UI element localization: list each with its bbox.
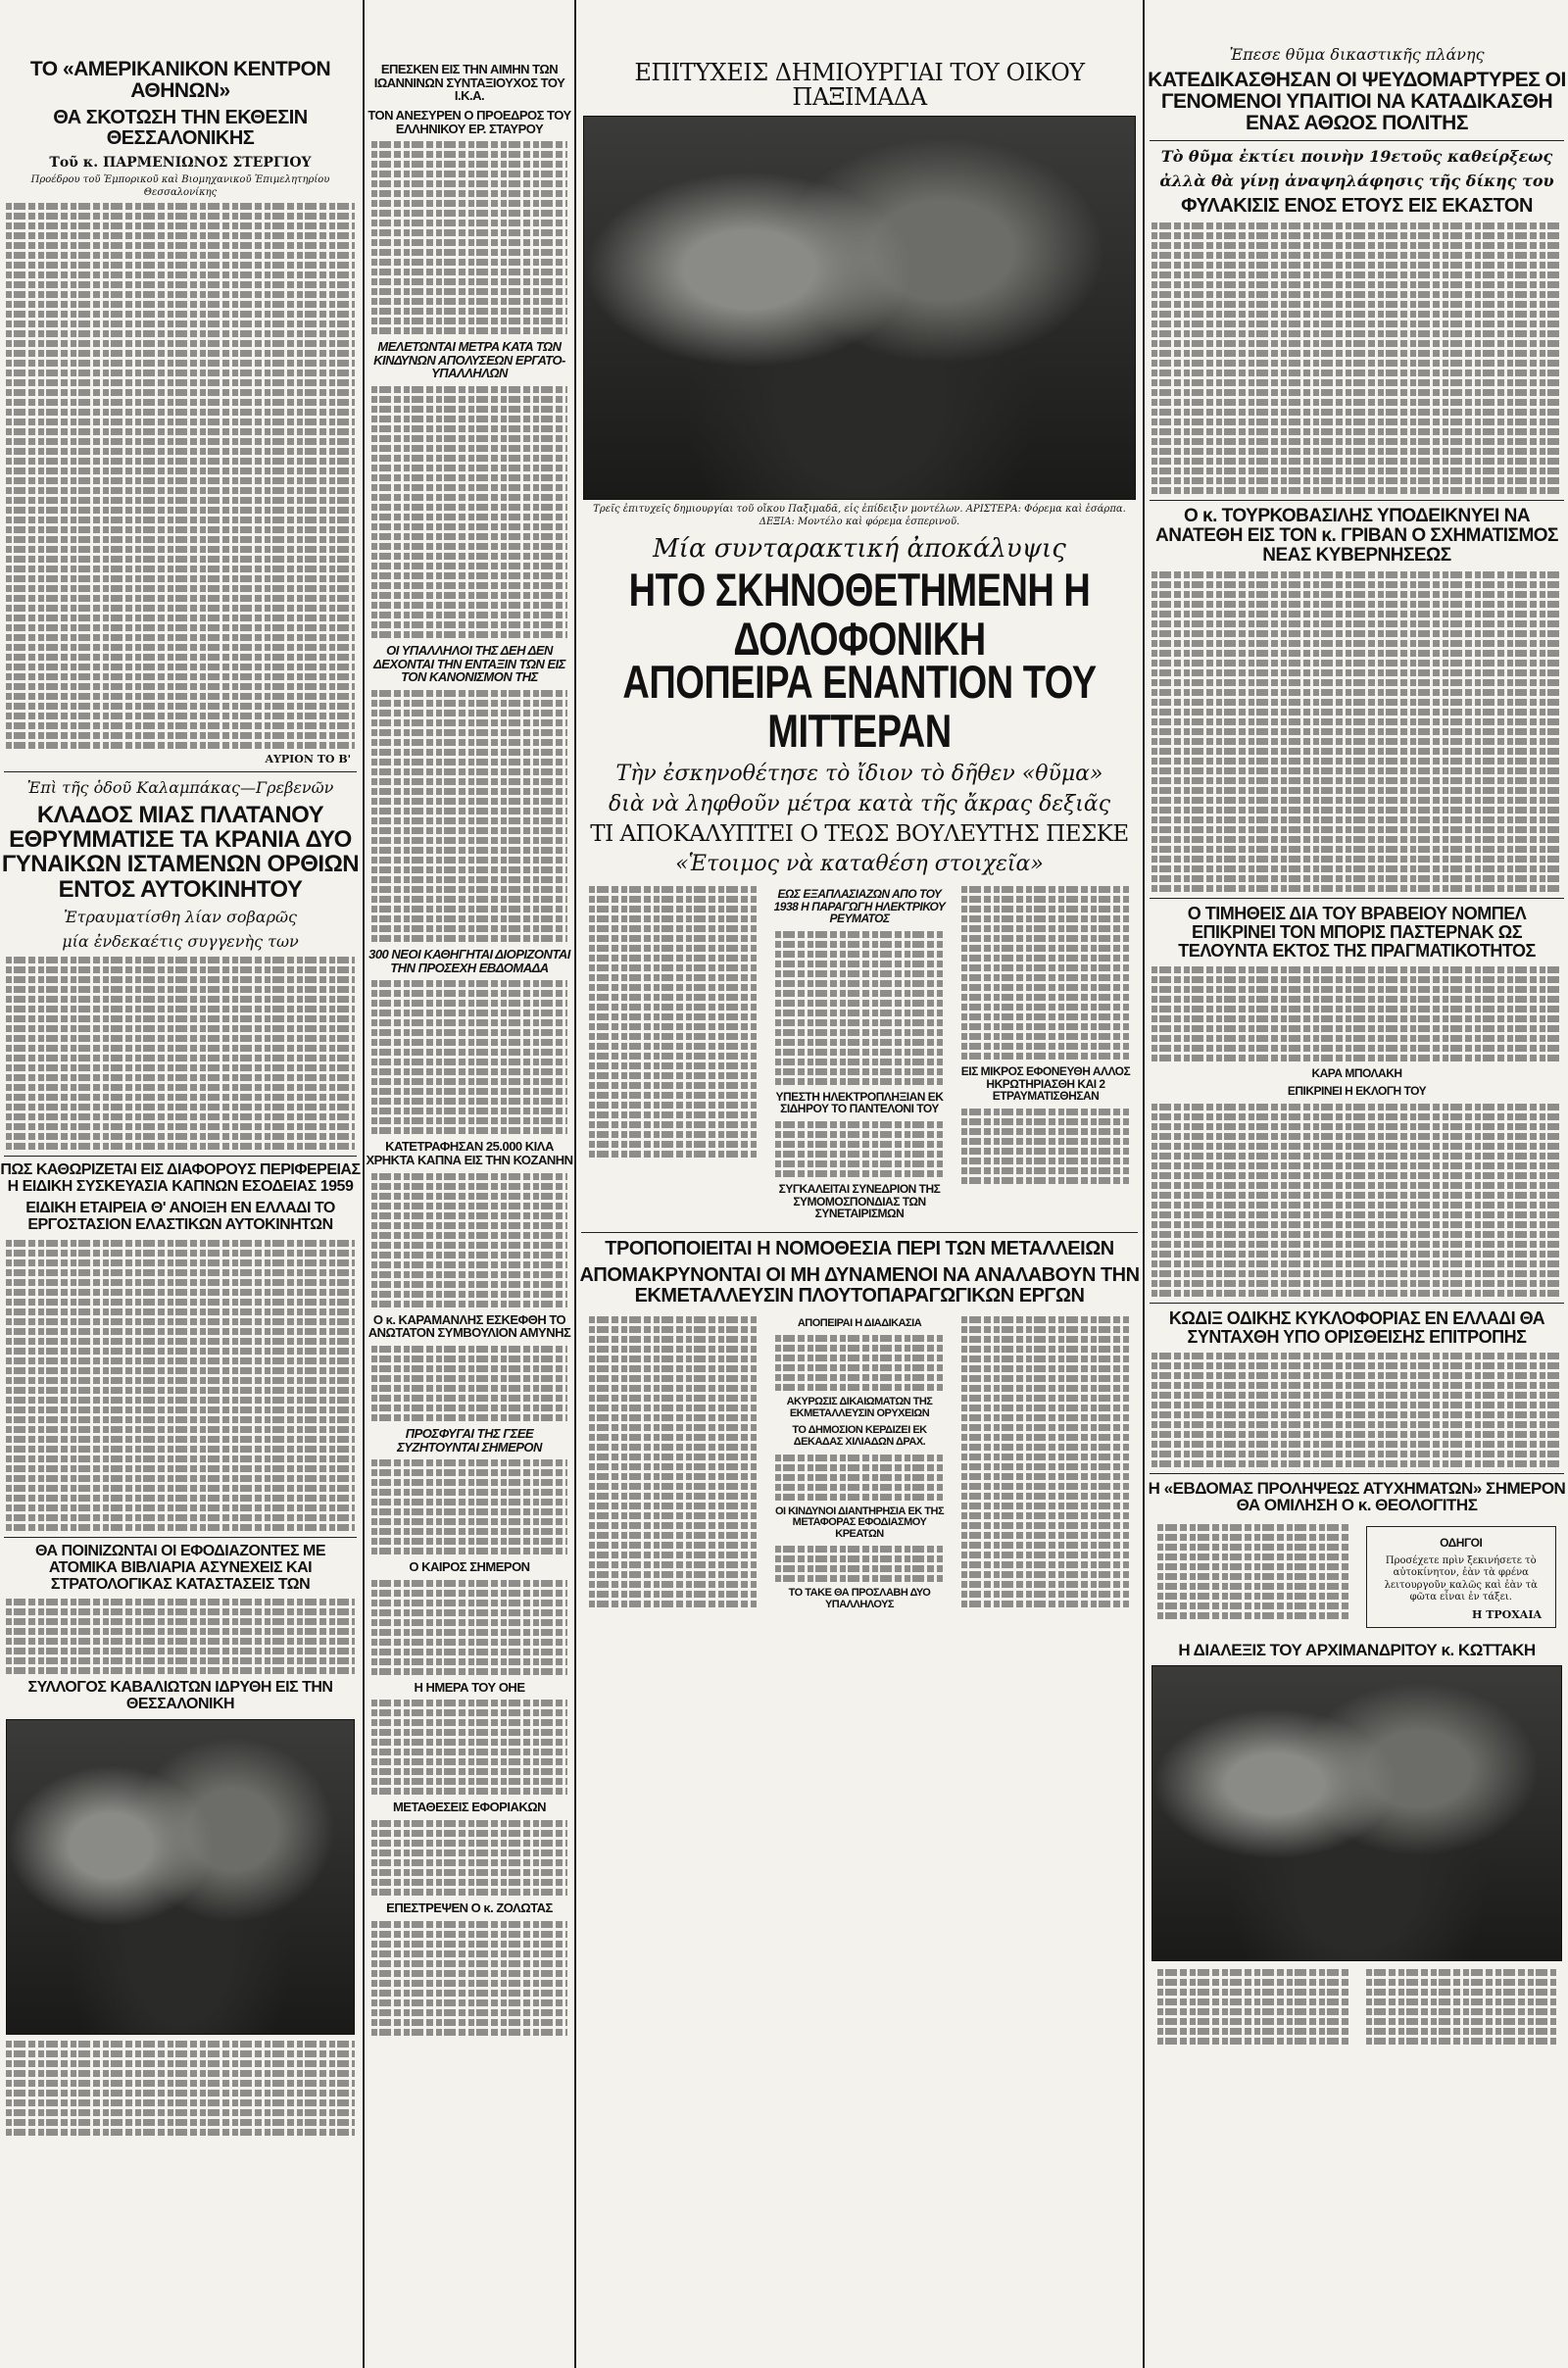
headline-gsee: ΠΡΟΣΦΥΓΑΙ ΤΗΣ ΓΣΕΕ ΣΥΖΗΤΟΥΝΤΑΙ ΣΗΜΕΡΟΝ: [397, 1425, 542, 1455]
article-text-block: [1152, 966, 1562, 1061]
divider: [4, 1156, 357, 1157]
notice-signoff: Η ΤΡΟΧΑΙΑ: [1471, 1607, 1542, 1621]
headline-zolotas: ΕΠΕΣΤΡΕΨΕΝ Ο κ. ΖΟΛΩΤΑΣ: [386, 1900, 553, 1916]
main-kicker: Μία συνταρακτική ἀποκάλυψις: [653, 534, 1066, 565]
kavala-photo: [6, 1719, 355, 2035]
article-text-block: [6, 957, 355, 1150]
headline-kottakis-lecture: Η ΔΙΑΛΕΞΙΣ ΤΟΥ ΑΡΧΙΜΑΝΔΡΙΤΟΥ κ. ΚΩΤΤΑΚΗ: [1178, 1640, 1536, 1659]
story-subcolumn: [1360, 1965, 1563, 2048]
right-kicker: Ἐπεσε θῦμα δικαστικῆς πλάνης: [1229, 45, 1485, 64]
divider: [581, 1232, 1138, 1233]
article-text-block: [6, 2041, 355, 2136]
drivers-notice-box: [1366, 1526, 1557, 1628]
deck-peske: «Ἑτοιμος νὰ καταθέση στοιχεῖα»: [675, 852, 1044, 877]
headline-american-center: ΤΟ «ΑΜΕΡΙΚΑΝΙΚΟΝ ΚΕΝΤΡΟΝ ΑΘΗΝΩΝ»: [29, 58, 331, 103]
fashion-photo: [583, 116, 1136, 500]
headline-electrocution: ΥΠΕΣΤΗ ΗΛΕΚΤΡΟΠΛΗΞΙΑΝ ΕΚ ΣΙΔΗΡΟΥ ΤΟ ΠΑΝΤΕΛΟΝΙ ΤΟΥ: [775, 1089, 944, 1116]
headline-thessaloniki-fair: ΘΑ ΣΚΟΤΩΣΗ ΤΗΝ ΕΚΘΕΣΙΝ ΘΕΣΣΑΛΟΝΙΚΗΣ: [53, 107, 308, 150]
headline-tobacco-kozani: ΚΑΤΕΤΡΑΦΗΣΑΝ 25.000 ΚΙΛΑ ΧΡΗΚΤΑ ΚΑΠΝΑ ΕΙΣ ΤΗΝ ΚΟΖΑΝΗΝ: [366, 1139, 573, 1167]
article-text-block: [371, 1459, 567, 1554]
article-text-block: [1152, 571, 1562, 892]
article-text-block: [1366, 1969, 1557, 2045]
divider: [4, 1537, 357, 1538]
story-columns: [583, 1312, 1136, 1616]
byline-subtitle: Προέδρου τοῦ Ἐμπορικοῦ καὶ Βιομηχανικοῦ Ἐπιμελητηρίου Θεσσαλονίκης: [30, 174, 330, 198]
headline-peske: ΤΙ ΑΠΟΚΑΛΥΠΤΕΙ Ο ΤΕΩΣ ΒΟΥΛΕΥΤΗΣ ΠΕΣΚΕ: [590, 820, 1129, 847]
headline-un-day: Η ΗΜΕΡΑ ΤΟΥ ΟΗΕ: [414, 1679, 525, 1695]
headline-children-accident: ΕΙΣ ΜΙΚΡΟΣ ΕΦΟΝΕΥΘΗ ΑΛΛΟΣ ΗΚΡΩΤΗΡΙΑΣΘΗ ΚΑΙ 2 ΕΤΡΑΥΜΑΤΙΣΘΗΣΑΝ: [960, 1064, 1131, 1104]
article-text-block: [961, 1109, 1130, 1184]
headline-false-witnesses: ΚΑΤΕΔΙΚΑΣΘΗΣΑΝ ΟΙ ΨΕΥΔΟΜΑΡΤΥΡΕΣ ΟΙ ΓΕΝΟΜΕΝΟΙ ΥΠΑΙΤΙΟΙ ΝΑ ΚΑΤΑΔΙΚΑΣΘΗ ΕΝΑΣ ΑΘΩΟΣ ΠΟΛΙΤΗΣ: [1148, 69, 1566, 135]
headline-mining-exploitation: ΑΠΟΜΑΚΡΥΝΟΝΤΑΙ ΟΙ ΜΗ ΔΥΝΑΜΕΝΟΙ ΝΑ ΑΝΑΛΑΒΟΥΝ ΤΗΝ ΕΚΜΕΤΑΛΛΕΥΣΙΝ ΠΛΟΥΤΟΠΑΡΑΓΩΓΙΚΩΝ ΕΡΓΩΝ: [579, 1263, 1140, 1307]
second-column: [366, 0, 573, 2368]
article-text-block: [6, 1240, 355, 1531]
byline: Τοῦ κ. ΠΑΡΜΕΝΙΩΝΟΣ ΣΤΕΡΓΙΟΥ: [49, 155, 312, 172]
headline-tire-factory: ΕΙΔΙΚΗ ΕΤΑΙΡΕΙΑ Θ' ΑΝΟΙΞΗ ΕΝ ΕΛΛΑΔΙ ΤΟ ΕΡΓΟΣΤΑΣΙΟΝ ΕΛΑΣΤΙΚΩΝ ΑΥΤΟΚΙΝΗΤΩΝ: [25, 1200, 335, 1234]
article-text-block: [961, 886, 1130, 1060]
story-subcolumn: [956, 1312, 1136, 1616]
headline-paximadas: ΕΠΙΤΥΧΕΙΣ ΔΗΜΙΟΥΡΓΙΑΙ ΤΟΥ ΟΙΚΟΥ ΠΑΞΙΜΑΔΑ: [634, 59, 1085, 112]
story-subcolumn: [583, 882, 763, 1226]
headline-dismissals: ΜΕΛΕΤΩΝΤΑΙ ΜΕΤΡΑ ΚΑΤΑ ΤΩΝ ΚΙΝΔΥΝΩΝ ΑΠΟΛΥΣΕΩΝ ΕΡΓΑΤΟ-ΥΠΑΛΛΗΛΩΝ: [373, 339, 565, 381]
headline-booklets: ΘΑ ΠΟΙΝΙΖΩΝΤΑΙ ΟΙ ΕΦΟΔΙΑΖΟΝΤΕΣ ΜΕ ΑΤΟΜΙΚΑ ΒΙΒΛΙΑΡΙΑ ΑΣΥΝΕΧΕΙΣ ΚΑΙ ΣΤΡΑΤΟΛΟΓΙΚΑΣ ΚΑΤΑΣΤΑΣΕΙΣ ΤΩΝ: [34, 1543, 326, 1593]
headline-traffic-code: ΚΩΔΙΞ ΟΔΙΚΗΣ ΚΥΚΛΟΦΟΡΙΑΣ ΕΝ ΕΛΛΑΔΙ ΘΑ ΣΥΝΤΑΧΘΗ ΥΠΟ ΟΡΙΣΘΕΙΣΗΣ ΕΠΙΤΡΟΠΗΣ: [1168, 1307, 1545, 1347]
column-rule: [363, 0, 365, 2368]
article-text-block: [371, 141, 567, 334]
headline-teachers: 300 ΝΕΟΙ ΚΑΘΗΓΗΤΑΙ ΔΙΟΡΙΖΟΝΤΑΙ ΤΗΝ ΠΡΟΣΕΧΗ ΕΒΔΟΜΑΔΑ: [368, 947, 570, 975]
article-text-block: [1152, 1353, 1562, 1467]
center-section: [577, 0, 1142, 2368]
story-deck: Ἐτραυματίσθη λίαν σοβαρῶς: [63, 907, 298, 926]
photo-caption: Τρεῖς ἐπιτυχεῖς δημιουργίαι τοῦ οἴκου Παξιμαδᾶ, εἰς ἐπίδειξιν μοντέλων. ΑΡΙΣΤΕΡΑ: Φόρεμα καὶ ἐσάρπα. ΔΕΞΙΑ: Μοντέλο καὶ φόρεμα ἑσπερινοῦ.: [593, 504, 1126, 527]
main-deck: Τὴν ἐσκηνοθέτησε τὸ ἴδιον τὸ δῆθεν «θῦμα»: [615, 761, 1103, 786]
headline-dei-employees: ΟΙ ΥΠΑΛΛΗΛΟΙ ΤΗΣ ΔΕΗ ΔΕΝ ΔΕΧΟΝΤΑΙ ΤΗΝ ΕΝΤΑΞΙΝ ΤΩΝ ΕΙΣ ΤΟΝ ΚΑΝΟΝΙΣΜΟΝ ΤΗΣ: [373, 643, 565, 685]
headline-red-cross: ΤΟΝ ΑΝΕΣΥΡΕΝ Ο ΠΡΟΕΔΡΟΣ ΤΟΥ ΕΛΛΗΝΙΚΟΥ ΕΡ. ΣΤΑΥΡΟΥ: [368, 107, 571, 136]
column-rule: [1143, 0, 1145, 2368]
subhead-kara-bolaki: ΚΑΡΑ ΜΠΟΛΑΚΗ: [1311, 1065, 1402, 1080]
article-text-block: [775, 1546, 944, 1582]
article-text-block: [589, 886, 758, 1158]
main-deck: διὰ νὰ ληφθοῦν μέτρα κατὰ τῆς ἄκρας δεξιᾶς: [608, 791, 1111, 816]
story-deck: μία ἐνδεκαέτις συγγενὴς των: [62, 931, 299, 951]
story-kicker: Ἐπὶ τῆς ὁδοῦ Καλαμπάκας—Γρεβενῶν: [26, 778, 334, 798]
article-text-block: [6, 203, 355, 749]
article-text-block: [371, 1820, 567, 1896]
subhead-take-hiring: ΤΟ ΤΑΚΕ ΘΑ ΠΡΟΣΛΑΒΗ ΔΥΟ ΥΠΑΛΛΗΛΟΥΣ: [788, 1587, 931, 1610]
article-text-block: [1152, 222, 1562, 494]
article-signoff: ΑΥΡΙΟΝ ΤΟ Β': [265, 753, 351, 766]
headline-weather: Ο ΚΑΙΡΟΣ ΣΗΜΕΡΟΝ: [409, 1559, 530, 1575]
column-rule: [574, 0, 576, 2368]
headline-ioannina-pensioner: ΕΠΕΣΚΕΝ ΕΙΣ ΤΗΝ ΑΙΜΗΝ ΤΩΝ ΙΩΑΝΝΙΝΩΝ ΣΥΝΤΑΞΙΟΥΧΟΣ ΤΟΥ Ι.Κ.Α.: [373, 62, 565, 104]
deck-victim: Τὸ θῦμα ἐκτίει ποινὴν 19ετοῦς καθείρξεως: [1160, 147, 1553, 167]
article-text-block: [371, 1921, 567, 2036]
article-text-block: [775, 1335, 944, 1391]
story-columns: [1152, 1965, 1562, 2048]
story-columns: [583, 882, 1136, 1226]
article-text-block: [371, 690, 567, 942]
article-text-block: [371, 1580, 567, 1675]
article-text-block: [961, 1316, 1130, 1607]
story-subcolumn: [769, 882, 950, 1226]
subhead-criticizes: ΕΠΙΚΡΙΝΕΙ Η ΕΚΛΟΓΗ ΤΟΥ: [1287, 1084, 1427, 1099]
headline-tobacco-packaging: ΠΩΣ ΚΑΘΩΡΙΖΕΤΑΙ ΕΙΣ ΔΙΑΦΟΡΟΥΣ ΠΕΡΙΦΕΡΕΙΑΣ Η ΕΙΔΙΚΗ ΣΥΣΚΕΥΑΣΙΑ ΚΑΠΝΩΝ ΕΣΟΔΕΙΑΣ 1959: [0, 1160, 361, 1195]
article-text-block: [775, 931, 944, 1085]
subhead-state-gains: ΤΟ ΔΗΜΟΣΙΟΝ ΚΕΡΔΙΖΕΙ ΕΚ ΔΕΚΑΔΑΣ ΧΙΛΙΑΔΩΝ ΔΡΑΧ.: [792, 1424, 927, 1449]
headline-plane-tree: ΚΛΑΔΟΣ ΜΙΑΣ ΠΛΑΤΑΝΟΥ ΕΘΡΥΜΜΑΤΙΣΕ ΤΑ ΚΡΑΝΙΑ ΔΥΟ ΓΥΝΑΙΚΩΝ ΙΣΤΑΜΕΝΩΝ ΟΡΘΙΩΝ ΕΝΤΟΣ ΑΥΤΟΚΙΝΗΤΟΥ: [1, 802, 360, 903]
subhead-cancellation: ΑΚΥΡΩΣΙΣ ΔΙΚΑΙΩΜΑΤΩΝ ΤΗΣ ΕΚΜΕΤΑΛΛΕΥΣΙΝ ΟΡΥΧΕΙΩΝ: [786, 1396, 933, 1419]
subhead-meat-transport: ΟΙ ΚΙΝΔΥΝΟΙ ΔΙΑΝΤΗΡΗΣΙΑ ΕΚ ΤΗΣ ΜΕΤΑΦΟΡΑΣ ΕΦΟΔΙΑΣΜΟΥ ΚΡΕΑΤΩΝ: [774, 1505, 945, 1540]
divider: [4, 771, 357, 772]
headline-turkovasilis: Ο κ. ΤΟΥΡΚΟΒΑΣΙΛΗΣ ΥΠΟΔΕΙΚΝΥΕΙ ΝΑ ΑΝΑΤΕΘΗ ΕΙΣ ΤΟΝ κ. ΓΡΙΒΑΝ Ο ΣΧΗΜΑΤΙΣΜΟΣ ΝΕΑΣ ΚΥΒΕΡΝΗΣΕΩΣ: [1155, 506, 1558, 567]
headline-kavala-association: ΣΥΛΛΟΓΟΣ ΚΑΒΑΛΙΩΤΩΝ ΙΔΡΥΘΗ ΕΙΣ ΤΗΝ ΘΕΣΣΑΛΟΝΙΚΗ: [27, 1679, 333, 1713]
divider: [1150, 140, 1564, 141]
lecture-photo: [1152, 1665, 1562, 1961]
main-headline-line1: ΗΤΟ ΣΚΗΝΟΘΕΤΗΜΕΝΗ Η ΔΟΛΟΦΟΝΙΚΗ: [628, 565, 1091, 666]
article-text-block: [1157, 1969, 1348, 2045]
headline-one-year: ΦΥΛΑΚΙΣΙΣ ΕΝΟΣ ΕΤΟΥΣ ΕΙΣ ΕΚΑΣΤΟΝ: [1181, 195, 1533, 218]
story-subcolumn: [956, 882, 1136, 1226]
headline-accident-week: Η «ΕΒΔΟΜΑΣ ΠΡΟΛΗΨΕΩΣ ΑΤΥΧΗΜΑΤΩΝ» ΣΗΜΕΡΟΝ ΘΑ ΟΜΙΛΗΣΗ Ο κ. ΘΕΟΛΟΓΙΤΗΣ: [1148, 1478, 1566, 1515]
right-section: [1146, 0, 1568, 2368]
headline-cooperatives: ΣΥΓΚΑΛΕΙΤΑΙ ΣΥΝΕΔΡΙΟΝ ΤΗΣ ΣΥΜΟΜΟΣΠΟΝΔΙΑΣ ΤΩΝ ΣΥΝΕΤΑΙΡΙΣΜΩΝ: [778, 1182, 941, 1221]
headline-electric-power: ΕΩΣ ΕΞΑΠΛΑΣΙΑΖΩΝ ΑΠΟ ΤΟΥ 1938 Η ΠΑΡΑΓΩΓΗ ΗΛΕΚΤΡΙΚΟΥ ΡΕΥΜΑΤΟΣ: [773, 887, 946, 926]
story-subcolumn: [583, 1312, 763, 1616]
left-column: [0, 0, 361, 2368]
article-text-block: [371, 1173, 567, 1307]
article-text-block: [775, 1455, 944, 1501]
story-subcolumn: [769, 1312, 950, 1616]
notice-text: Προσέχετε πρὶν ξεκινήσετε τὸ αὐτοκίνητον, ἐὰν τὰ φρένα λειτουργοῦν καλῶς καὶ ἐὰν τὰ φῶτα εἶναι ἐν τάξει.: [1384, 1554, 1538, 1603]
subhead-procedure: ΑΠΟΠΕΙΡΑΙ Η ΔΙΑΔΙΚΑΣΙΑ: [797, 1316, 922, 1329]
article-text-block: [589, 1316, 758, 1607]
headline-mining-law: ΤΡΟΠΟΠΟΙΕΙΤΑΙ Η ΝΟΜΟΘΕΣΙΑ ΠΕΡΙ ΤΩΝ ΜΕΤΑΛΛΕΙΩΝ: [605, 1237, 1114, 1259]
headline-karamanlis: Ο κ. ΚΑΡΑΜΑΝΛΗΣ ΕΣΚΕΦΘΗ ΤΟ ΑΝΩΤΑΤΟΝ ΣΥΜΒΟΥΛΙΟΝ ΑΜΥΝΗΣ: [368, 1311, 571, 1341]
headline-tax-transfers: ΜΕΤΑΘΕΣΕΙΣ ΕΦΟΡΙΑΚΩΝ: [392, 1800, 547, 1815]
deck-retrial: ἀλλὰ θὰ γίνῃ ἀναψηλάφησις τῆς δίκης του: [1159, 172, 1554, 191]
divider: [1150, 500, 1564, 501]
article-text-block: [371, 1700, 567, 1795]
divider: [1150, 1303, 1564, 1304]
main-headline-line2: ΑΠΟΠΕΙΡΑ ΕΝΑΝΤΙΟΝ ΤΟΥ ΜΙΤΤΕΡΑΝ: [622, 657, 1097, 759]
divider: [1150, 1473, 1564, 1474]
headline-nobel: Ο ΤΙΜΗΘΕΙΣ ΔΙΑ ΤΟΥ ΒΡΑΒΕΙΟΥ ΝΟΜΠΕΛ ΕΠΙΚΡΙΝΕΙ ΤΟΝ ΜΠΟΡΙΣ ΠΑΣΤΕΡΝΑΚ ΩΣ ΤΕΛΟΥΝΤΑ ΕΚΤΟΣ ΤΗΣ ΠΡΑΓΜΑΤΙΚΟΤΗΤΟΣ: [1178, 903, 1536, 961]
article-text-block: [1152, 1104, 1562, 1297]
story-subcolumn: [1152, 1520, 1354, 1634]
article-text-block: [371, 1346, 567, 1421]
story-columns: [1152, 1520, 1562, 1634]
article-text-block: [775, 1121, 944, 1177]
divider: [1150, 898, 1564, 899]
story-subcolumn: [1360, 1520, 1563, 1634]
story-subcolumn: [1152, 1965, 1354, 2048]
article-text-block: [371, 386, 567, 638]
notice-title: ΟΔΗΓΟΙ: [1440, 1536, 1483, 1551]
article-text-block: [371, 980, 567, 1134]
article-text-block: [6, 1599, 355, 1674]
article-text-block: [1157, 1524, 1348, 1619]
